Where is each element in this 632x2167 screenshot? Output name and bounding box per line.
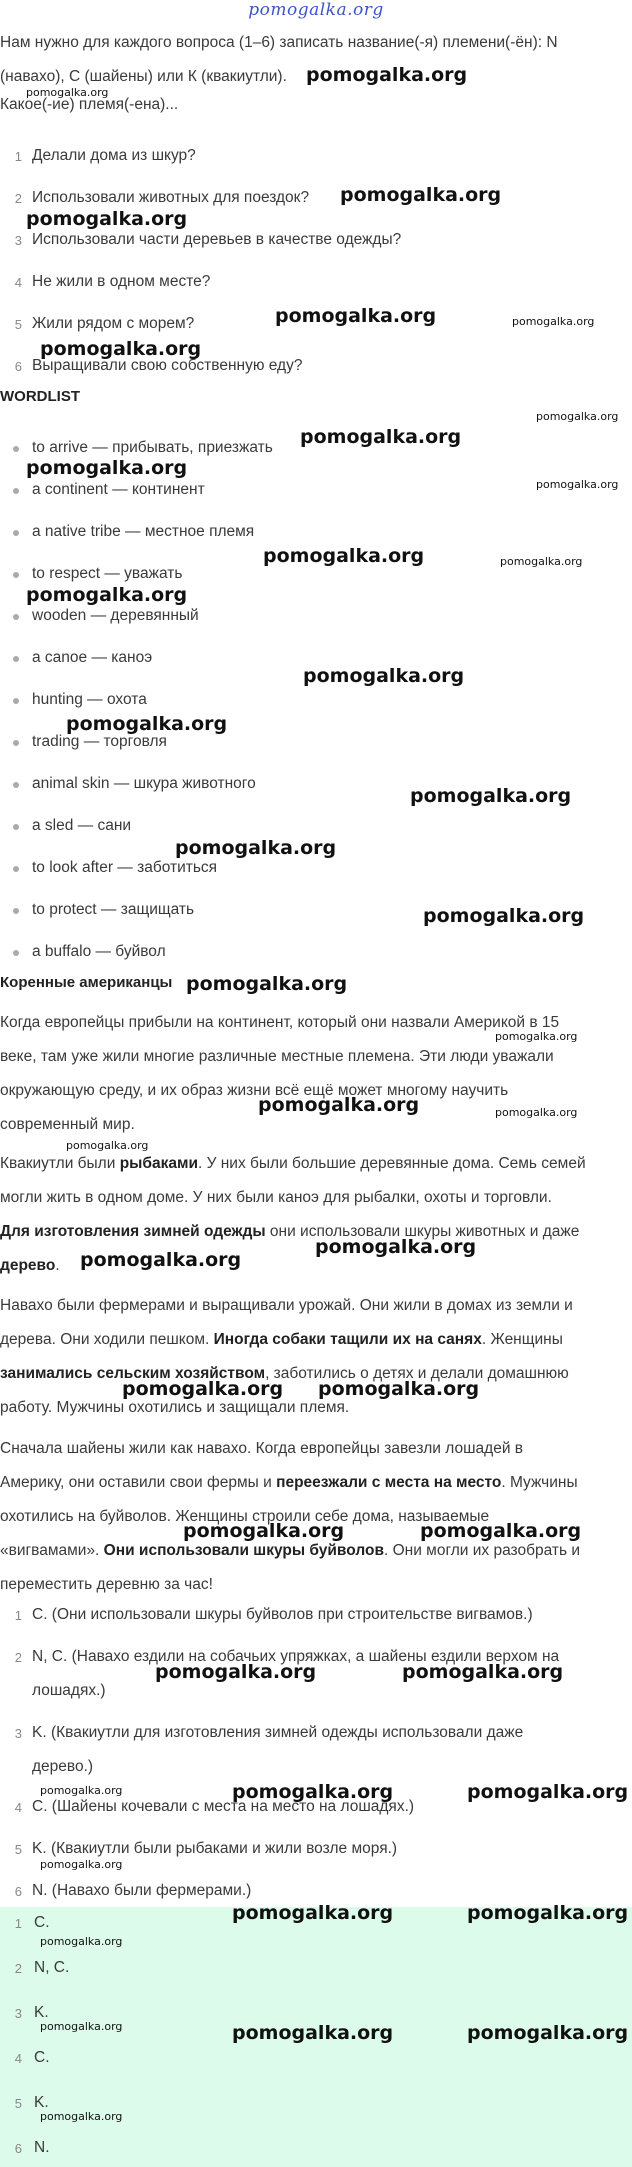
watermark: pomogalka.org [536,478,619,491]
explanation-text: N. (Навахо были фермерами.) [32,1882,252,1899]
question-number: 2 [14,191,22,206]
article-paragraph-line: занимались сельским хозяйством, заботились о детях и делали домашнюю [0,1365,569,1382]
answer-text: C. [34,2049,50,2066]
bullet-icon [13,950,19,956]
watermark: pomogalka.org [275,305,437,327]
watermark: pomogalka.org [40,1935,123,1948]
watermark: pomogalka.org [306,64,468,86]
watermark: pomogalka.org [66,713,228,735]
watermark: pomogalka.org [26,208,188,230]
article-paragraph-line: Квакиутли были рыбаками. У них были большие деревянные дома. Семь семей [0,1155,586,1172]
watermark: pomogalka.org [232,2022,394,2044]
bullet-icon [13,614,19,620]
article-paragraph-line: Сначала шайены жили как навахо. Когда европейцы завезли лошадей в [0,1440,524,1457]
watermark: pomogalka.org [467,1781,629,1803]
wordlist-heading: WORDLIST [0,388,80,405]
answer-number: 3 [14,2006,22,2021]
watermark: pomogalka.org [303,665,465,687]
wordlist-item: animal skin — шкура животного [32,775,256,792]
task-prompt: Какое(-ие) племя(-ена)... [0,96,179,113]
watermark: pomogalka.org [40,2020,123,2033]
watermark: pomogalka.org [512,315,595,328]
watermark: pomogalka.org [40,2110,123,2123]
question-number: 1 [14,149,22,164]
wordlist-item: wooden — деревянный [32,607,199,624]
watermark: pomogalka.org [122,1378,284,1400]
explanation-number: 4 [14,1800,22,1815]
watermark: pomogalka.org [155,1661,317,1683]
watermark: pomogalka.org [232,1781,394,1803]
watermark: pomogalka.org [183,1520,345,1542]
wordlist-item: hunting — охота [32,691,147,708]
bullet-icon [13,446,19,452]
watermark: pomogalka.org [263,545,425,567]
question-number: 3 [14,233,22,248]
explanation-text: дерево.) [32,1758,94,1775]
explanation-text: N, C. (Навахо ездили на собачьих упряжках, а шайены ездили верхом на [32,1648,560,1665]
watermark: pomogalka.org [340,184,502,206]
watermark: pomogalka.org [232,1902,394,1924]
article-paragraph-line: «вигвамами». Они использовали шкуры буйволов. Они могли их разобрать и [0,1542,581,1559]
article-paragraph-line: дерево. [0,1257,60,1274]
bullet-icon [13,656,19,662]
explanation-text: C. (Шайены кочевали с места на место на лошадях.) [32,1798,415,1815]
article-paragraph-line: веке, там уже жили многие различные местные племена. Эти люди уважали [0,1048,554,1065]
bullet-icon [13,908,19,914]
watermark: pomogalka.org [318,1378,480,1400]
watermark: pomogalka.org [536,410,619,423]
watermark: pomogalka.org [495,1106,578,1119]
wordlist-item: a continent — континент [32,481,205,498]
watermark: pomogalka.org [258,1094,420,1116]
watermark: pomogalka.org [186,973,348,995]
wordlist-item: trading — торговля [32,733,167,750]
wordlist-item: to respect — уважать [32,565,183,582]
answer-number: 2 [14,1961,22,1976]
watermark: pomogalka.org [420,1520,582,1542]
wordlist-item: a canoe — каноэ [32,649,153,666]
explanation-number: 5 [14,1842,22,1857]
bullet-icon [13,782,19,788]
bullet-icon [13,572,19,578]
explanation-text: K. (Квакиутли для изготовления зимней одежды использовали даже [32,1724,524,1741]
watermark: pomogalka.org [402,1661,564,1683]
watermark: pomogalka.org [410,785,572,807]
explanation-number: 3 [14,1726,22,1741]
watermark: pomogalka.org [500,555,583,568]
wordlist-item: to arrive — прибывать, приезжать [32,439,273,456]
watermark: pomogalka.org [26,584,188,606]
explanation-number: 2 [14,1650,22,1665]
bullet-icon [13,488,19,494]
watermark: pomogalka.org [40,338,202,360]
article-paragraph-line: Для изготовления зимней одежды они использовали шкуры животных и даже [0,1223,580,1240]
bullet-icon [13,740,19,746]
question-text: Использовали части деревьев в качестве одежды? [32,231,402,248]
task-line-2: (навахо), С (шайены) или К (квакиутли). [0,68,287,85]
explanation-text: K. (Квакиутли были рыбаками и жили возле моря.) [32,1840,398,1857]
article-title: Коренные американцы [0,974,173,991]
task-line-1: Нам нужно для каждого вопроса (1–6) записать название(-я) племени(-ён): N [0,34,558,51]
bullet-icon [13,824,19,830]
explanation-text: C. (Они использовали шкуры буйволов при строительстве вигвамов.) [32,1606,533,1623]
question-number: 5 [14,317,22,332]
wordlist-item: to protect — защищать [32,901,195,918]
wordlist-item: to look after — заботиться [32,859,218,876]
article-paragraph-line: Когда европейцы прибыли на континент, который они назвали Америкой в 15 [0,1014,560,1031]
answer-number: 1 [14,1916,22,1931]
bullet-icon [13,530,19,536]
question-text: Жили рядом с морем? [32,315,195,332]
bullet-icon [13,866,19,872]
question-number: 4 [14,275,22,290]
article-paragraph-line: работу. Мужчины охотились и защищали племя. [0,1399,350,1416]
answer-text: C. [34,1914,50,1931]
question-text: Делали дома из шкур? [32,147,196,164]
explanation-number: 1 [14,1608,22,1623]
watermark: pomogalka.org [315,1236,477,1258]
bullet-icon [13,698,19,704]
watermark: pomogalka.org [66,1139,149,1152]
watermark: pomogalka.org [26,86,109,99]
article-paragraph-line: Америку, они оставили свои фермы и переезжали с места на место. Мужчины [0,1474,578,1491]
watermark: pomogalka.org [175,837,337,859]
watermark: pomogalka.org [300,426,462,448]
question-text: Не жили в одном месте? [32,273,211,290]
article-paragraph-line: охотились на буйволов. Женщины строили себе дома, называемые [0,1508,490,1525]
watermark: pomogalka.org [40,1784,123,1797]
answer-text: K. [34,2094,49,2111]
watermark: pomogalka.org [80,1249,242,1271]
wordlist-item: a buffalo — буйвол [32,943,166,960]
wordlist-item: a sled — сани [32,817,132,834]
article-paragraph-line: окружающую среду, и их образ жизни всё ещё может многому научить [0,1082,509,1099]
watermark: pomogalka.org [467,2022,629,2044]
site-logo[interactable]: pomogalka.org [248,0,384,20]
article-paragraph-line: могли жить в одном доме. У них были каноэ для рыбалки, охоты и торговли. [0,1189,552,1206]
watermark: pomogalka.org [467,1902,629,1924]
article-paragraph-line: современный мир. [0,1116,135,1133]
explanation-number: 6 [14,1884,22,1899]
wordlist-item: a native tribe — местное племя [32,523,255,540]
watermark: pomogalka.org [495,1030,578,1043]
answer-text: K. [34,2004,49,2021]
answer-number: 4 [14,2051,22,2066]
question-text: Выращивали свою собственную еду? [32,357,303,374]
article-paragraph-line: дерева. Они ходили пешком. Иногда собаки тащили их на санях. Женщины [0,1331,563,1348]
answer-text: N, C. [34,1959,70,1976]
answer-number: 6 [14,2141,22,2156]
answer-text: N. [34,2139,50,2156]
article-paragraph-line: переместить деревню за час! [0,1576,213,1593]
question-number: 6 [14,359,22,374]
explanation-text: лошадях.) [32,1682,106,1699]
question-text: Использовали животных для поездок? [32,189,310,206]
watermark: pomogalka.org [26,457,188,479]
answer-number: 5 [14,2096,22,2111]
article-paragraph-line: Навахо были фермерами и выращивали урожай. Они жили в домах из земли и [0,1297,573,1314]
watermark: pomogalka.org [40,1858,123,1871]
watermark: pomogalka.org [423,905,585,927]
